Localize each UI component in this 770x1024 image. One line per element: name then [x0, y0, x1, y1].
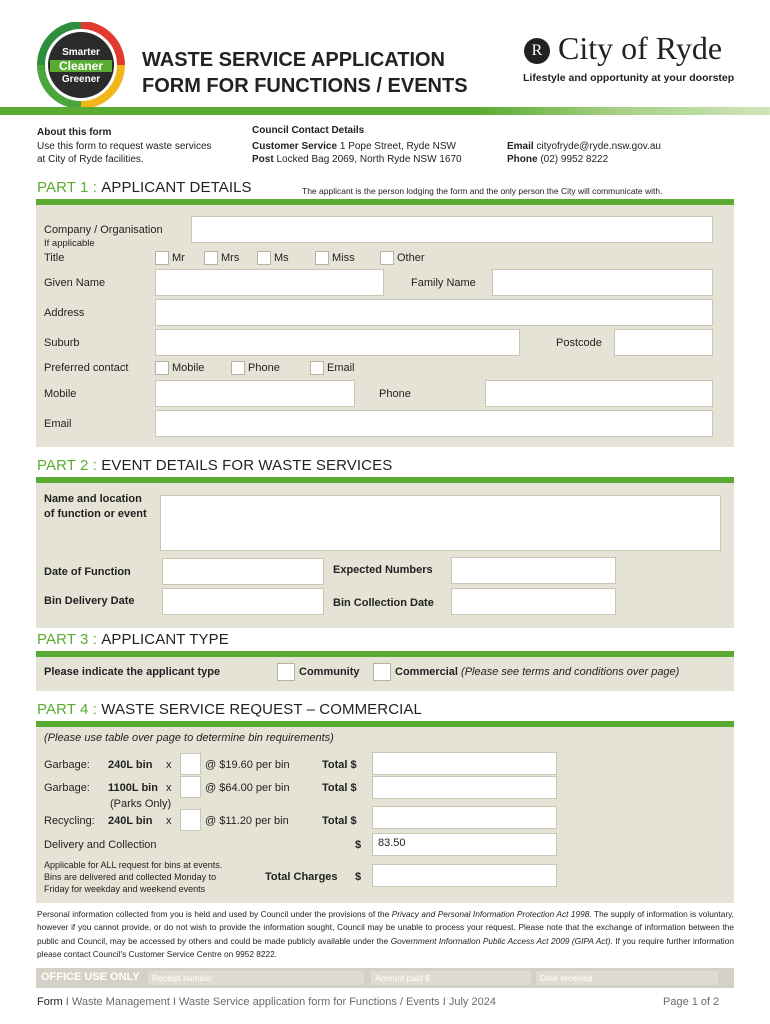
contact-checkbox-phone[interactable] [231, 361, 245, 375]
row2-price: @ $64.00 per bin [205, 782, 290, 794]
address-input[interactable] [155, 299, 713, 326]
name-location-label-2: of function or event [44, 508, 147, 520]
privacy-p4: If you require further information please contact Council's Customer Service Centre on 9952 8222. [37, 935, 734, 960]
contact-checkbox-mobile[interactable] [155, 361, 169, 375]
phone-label: Phone [507, 154, 538, 165]
form-title-line1: WASTE SERVICE APPLICATION [142, 49, 445, 71]
brand-tagline: Lifestyle and opportunity at your doorstep [523, 72, 735, 84]
row2-bin: 1100L bin [108, 782, 158, 794]
bin-table-instruction: (Please use table over page to determine bin requirements) [44, 732, 334, 744]
contact-checkbox-email[interactable] [310, 361, 324, 375]
postcode-label: Postcode [556, 337, 602, 349]
title-label: Title [44, 252, 65, 264]
total-charges-dollar: $ [355, 871, 362, 883]
row2-note: (Parks Only) [110, 798, 172, 810]
community-checkbox[interactable] [277, 663, 295, 681]
part2-number: PART 2 : [37, 457, 97, 474]
row1-total-label: Total $ [322, 759, 357, 771]
date-received-label: Date received [540, 973, 593, 983]
footer-form-info [37, 996, 496, 1008]
row3-bin: 240L bin [108, 815, 153, 827]
privacy-act1: Privacy and Personal Information Protection Act 1998. [391, 909, 592, 919]
office-use-label: OFFICE USE ONLY [41, 971, 140, 983]
contact-heading: Council Contact Details [252, 125, 365, 136]
page-number: Page 1 of 2 [663, 996, 720, 1008]
smarter-cleaner-greener-logo [36, 22, 126, 108]
post-line [252, 154, 462, 165]
row1-price: @ $19.60 per bin [205, 759, 290, 771]
about-heading: About this form [37, 127, 112, 138]
contact-option-email: Email [327, 362, 355, 374]
cs-value: 1 Pope Street, Ryde NSW [339, 141, 456, 152]
logo-text-smarter: Smarter [62, 47, 100, 58]
post-value: Locked Bag 2069, North Ryde NSW 1670 [276, 154, 462, 165]
privacy-act2: Government Information Public Access Act 2009 (GIPA Act). [390, 935, 613, 946]
part1-note: The applicant is the person lodging the form and the only person the City will communicate with. [302, 186, 663, 196]
suburb-input[interactable] [155, 329, 520, 356]
title-checkbox-miss[interactable] [315, 251, 329, 265]
footer-form-rest: I Waste Management I Waste Service application form for Functions / Events I July 2024 [65, 996, 496, 1008]
email-line [507, 141, 661, 152]
company-label: Company / Organisation [44, 224, 163, 236]
post-label: Post [252, 154, 274, 165]
part2-heading [37, 457, 392, 474]
customer-service-line [252, 141, 456, 152]
family-name-input[interactable] [492, 269, 713, 296]
part3-number: PART 3 : [37, 631, 97, 648]
contact-option-mobile: Mobile [172, 362, 205, 374]
row1-bin: 240L bin [108, 759, 153, 771]
phone-input[interactable] [485, 380, 713, 407]
row3-times: x [166, 815, 172, 827]
amount-paid-label: Amount paid $ [375, 973, 430, 983]
total-charges-input[interactable] [372, 864, 557, 887]
title-option-mr: Mr [172, 252, 185, 264]
bin-delivery-label: Bin Delivery Date [44, 595, 135, 607]
footer-form-bold: Form [37, 996, 63, 1008]
commercial-text: Commercial [395, 666, 458, 678]
email-input[interactable] [155, 410, 713, 437]
row2-qty-input[interactable] [180, 776, 201, 798]
row3-total-label: Total $ [322, 815, 357, 827]
applicable-note-3: Friday for weekday and weekend events [44, 884, 206, 894]
part1-heading [37, 179, 252, 196]
row3-qty-input[interactable] [180, 809, 201, 831]
delivery-label: Delivery and Collection [44, 839, 157, 851]
part4-heading [37, 701, 422, 718]
mobile-input[interactable] [155, 380, 355, 407]
delivery-value-field [372, 833, 557, 856]
preferred-contact-label: Preferred contact [44, 362, 129, 374]
title-checkbox-other[interactable] [380, 251, 394, 265]
privacy-p1: Personal information collected from you is held and used by Council under the provisions of the [37, 909, 390, 919]
row1-total-input[interactable] [372, 752, 557, 775]
bin-collection-label: Bin Collection Date [333, 597, 434, 609]
name-location-label-1: Name and location [44, 493, 142, 505]
contact-option-phone: Phone [248, 362, 280, 374]
commercial-note: (Please see terms and conditions over page) [461, 666, 680, 678]
email-label: Email [507, 141, 534, 152]
part4-number: PART 4 : [37, 701, 97, 718]
privacy-p3: request. Please note that the exchange of information between the public and Council, may be accessed by others and could be made publicly available under the [37, 922, 734, 946]
delivery-dollar: $ [355, 839, 362, 851]
row1-times: x [166, 759, 172, 771]
row3-total-input[interactable] [372, 806, 557, 829]
bin-delivery-input[interactable] [162, 588, 324, 615]
about-text-1: Use this form to request waste services [37, 141, 212, 152]
about-text-2: at City of Ryde facilities. [37, 154, 144, 165]
postcode-input[interactable] [614, 329, 713, 356]
title-option-mrs: Mrs [221, 252, 240, 264]
delivery-value: 83.50 [378, 837, 406, 849]
expected-numbers-label: Expected Numbers [333, 564, 433, 576]
privacy-statement [37, 908, 734, 962]
part4-title: WASTE SERVICE REQUEST – COMMERCIAL [101, 701, 422, 718]
applicable-note-2: Bins are delivered and collected Monday to [44, 872, 217, 882]
part3-heading [37, 631, 229, 648]
part1-title: APPLICANT DETAILS [101, 179, 252, 196]
email-value[interactable]: cityofryde@ryde.nsw.gov.au [536, 141, 661, 152]
title-checkbox-mrs[interactable] [204, 251, 218, 265]
expected-numbers-input[interactable] [451, 557, 616, 584]
applicant-type-prompt: Please indicate the applicant type [44, 666, 221, 678]
row3-price: @ $11.20 per bin [205, 815, 289, 827]
commercial-label [395, 666, 679, 678]
receipt-number-label: Receipt number [152, 973, 213, 983]
title-checkbox-ms[interactable] [257, 251, 271, 265]
date-function-label: Date of Function [44, 566, 131, 578]
title-option-miss: Miss [332, 252, 355, 264]
part3-title: APPLICANT TYPE [101, 631, 229, 648]
title-option-ms: Ms [274, 252, 289, 264]
part1-number: PART 1 : [37, 179, 97, 196]
city-of-ryde-emblem-icon: R [524, 38, 550, 64]
given-name-label: Given Name [44, 277, 106, 289]
suburb-label: Suburb [44, 337, 80, 349]
row1-type: Garbage: [44, 759, 90, 771]
given-name-input[interactable] [155, 269, 384, 296]
company-input[interactable] [191, 216, 713, 243]
email-label: Email [44, 418, 72, 430]
total-charges-label: Total Charges [265, 871, 338, 883]
mobile-label: Mobile [44, 388, 77, 400]
logo-text-greener: Greener [61, 74, 101, 85]
date-function-input[interactable] [162, 558, 324, 585]
bin-collection-input[interactable] [451, 588, 616, 615]
community-label: Community [299, 666, 360, 678]
privacy-p2: The supply of information is voluntary, however if you cannot provide, or do not wish to provide the information sought, Council may be unable to process your [37, 909, 734, 933]
part2-title: EVENT DETAILS FOR WASTE SERVICES [101, 457, 393, 474]
address-label: Address [44, 307, 85, 319]
phone-label: Phone [379, 388, 411, 400]
title-option-other: Other [397, 252, 425, 264]
family-name-label: Family Name [411, 277, 476, 289]
company-sublabel: If applicable [44, 238, 95, 249]
row2-total-input[interactable] [372, 776, 557, 799]
row2-times: x [166, 782, 172, 794]
row3-type: Recycling: [44, 815, 95, 827]
row2-type: Garbage: [44, 782, 90, 794]
title-checkbox-mr[interactable] [155, 251, 169, 265]
row2-total-label: Total $ [322, 782, 357, 794]
name-location-input[interactable] [160, 495, 721, 551]
applicable-note-1: Applicable for ALL request for bins at events. [44, 860, 223, 870]
form-title-line2: FORM FOR FUNCTIONS / EVENTS [142, 75, 468, 97]
phone-value: (02) 9952 8222 [540, 154, 609, 165]
commercial-checkbox[interactable] [373, 663, 391, 681]
row1-qty-input[interactable] [180, 753, 201, 775]
cs-label: Customer Service [252, 141, 338, 152]
phone-line [507, 154, 608, 165]
header-green-rule [0, 107, 770, 115]
brand-name: City of Ryde [558, 30, 723, 66]
logo-text-cleaner: Cleaner [58, 59, 104, 73]
